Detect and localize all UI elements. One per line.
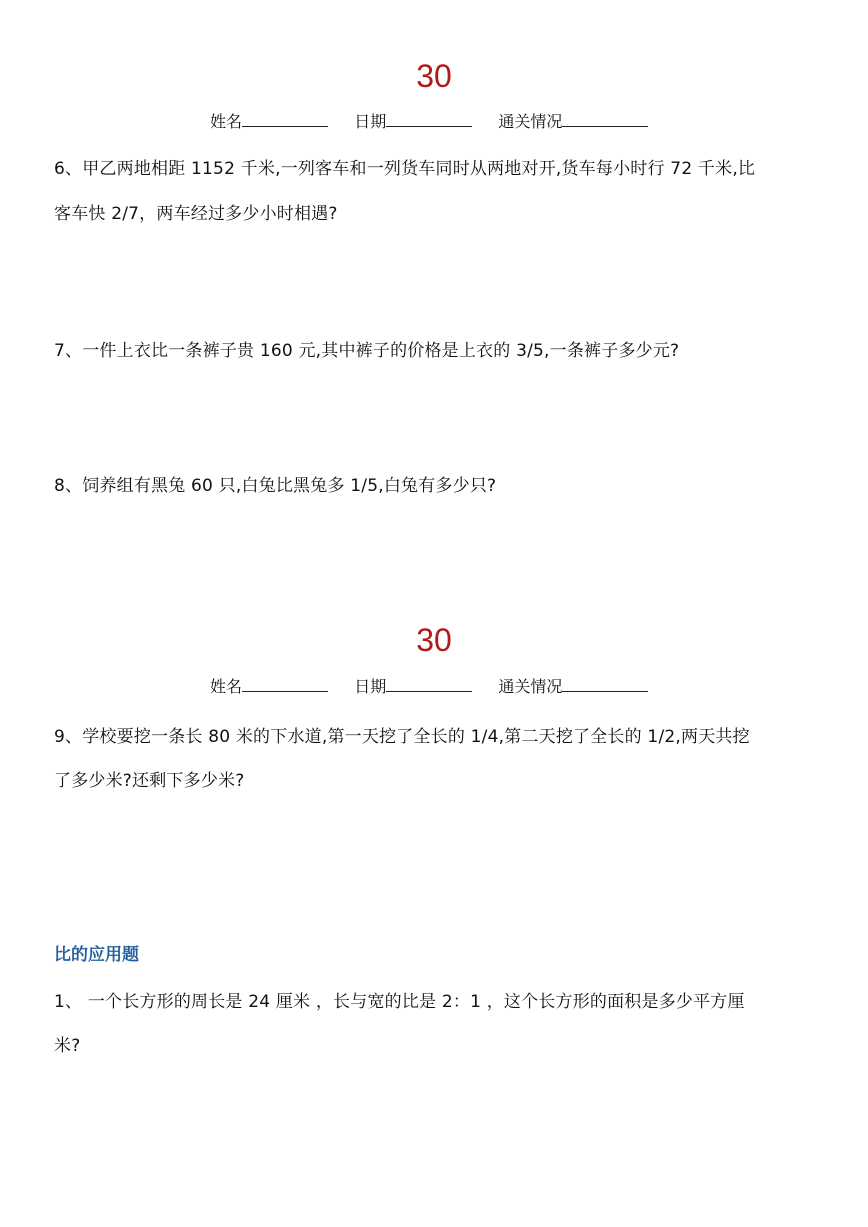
- question-9-line1: 9、学校要挖一条长 80 米的下水道,第一天挖了全长的 1/4,第二天挖了全长的 1/2,两天共挖: [54, 727, 750, 747]
- date-blank[interactable]: [386, 112, 472, 127]
- name-blank[interactable]: [242, 112, 328, 127]
- question-8: 8、饲养组有黑兔 60 只,白兔比黑兔多 1/5,白兔有多少只?: [54, 476, 497, 496]
- status-label: 通关情况: [498, 677, 563, 696]
- status-blank[interactable]: [562, 677, 648, 692]
- question-9-line2: 了多少米?还剩下多少米?: [54, 771, 245, 791]
- question-6-line2: 客车快 2/7，两车经过多少小时相遇?: [54, 204, 338, 224]
- name-label: 姓名: [210, 112, 243, 131]
- sheet-number: 30: [416, 58, 452, 94]
- info-row: [210, 109, 648, 132]
- info-row: [210, 674, 648, 697]
- name-label: 姓名: [210, 677, 243, 696]
- ratio-question-1-line1: 1、 一个长方形的周长是 24 厘米 ，长与宽的比是 2：1 ，这个长方形的面积是多少平方厘: [54, 992, 745, 1012]
- status-label: 通关情况: [498, 112, 563, 131]
- section-title: 比的应用题: [54, 945, 139, 965]
- date-label: 日期: [354, 112, 387, 131]
- date-blank[interactable]: [386, 677, 472, 692]
- name-blank[interactable]: [242, 677, 328, 692]
- date-label: 日期: [354, 677, 387, 696]
- status-blank[interactable]: [562, 112, 648, 127]
- question-6-line1: 6、甲乙两地相距 1152 千米,一列客车和一列货车同时从两地对开,货车每小时行 72 千米,比: [54, 159, 756, 179]
- ratio-question-1-line2: 米?: [54, 1036, 81, 1056]
- sheet-number: 30: [416, 622, 452, 658]
- question-7: 7、一件上衣比一条裤子贵 160 元,其中裤子的价格是上衣的 3/5,一条裤子多少元?: [54, 341, 680, 361]
